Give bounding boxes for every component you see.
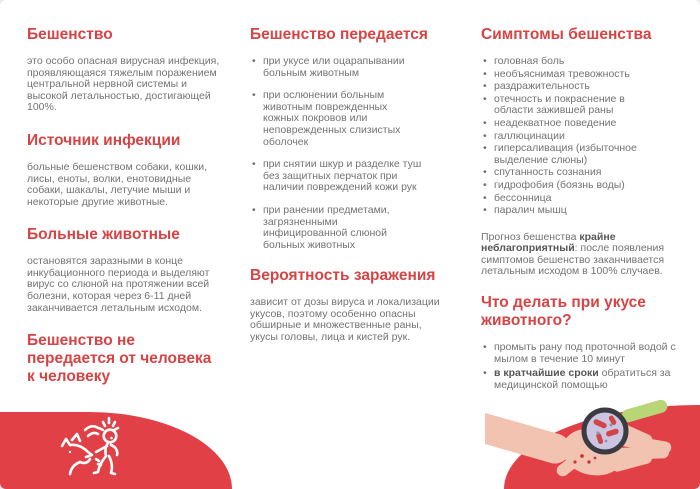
dog-bite-icon <box>55 415 147 485</box>
symptoms-list <box>481 56 683 217</box>
text-segment: крайне неблагоприятный <box>481 230 616 255</box>
text-segment: обратиться за медицинской помощью <box>494 367 671 391</box>
list-item: • отечность и покраснение в области зажившей раны <box>481 94 649 117</box>
paragraph-prognosis <box>481 232 683 278</box>
transmission-list <box>250 56 452 251</box>
text-segment: : после появления симптомов бешенство заканчивается летальным исходом в 100% случаев. <box>481 242 665 278</box>
column-transmission <box>233 0 466 398</box>
paragraph-sick-animals: остановятся заразными в конце инкубационного периода и выделяют вирус со слюной на протяжении всей болезни, которая через 6-11 дней заканчивается летальным исходом. <box>27 255 210 314</box>
actions-list <box>481 342 683 391</box>
list-item: • промыть рану под проточной водой с мылом в течение 10 минут <box>481 342 683 365</box>
list-item: • гидрофобия (боязнь воды) <box>481 180 649 192</box>
heading-transmission: Бешенство передается <box>250 26 428 43</box>
list-item: • галлюцинации <box>481 131 649 143</box>
list-item: • при укусе или оцарапывании больным животным <box>250 56 424 79</box>
list-item: • паралич мышц <box>481 205 649 217</box>
text-segment: в кратчайшие сроки <box>494 367 599 380</box>
heading-symptoms: Симптомы бешенства <box>481 26 652 43</box>
paragraph-infection-source: больные бешенством собаки, кошки, лисы, еноты, волки, енотовидные собаки, шакалы, летучие мыши и некоторые другие животные. <box>27 160 208 208</box>
paragraph-infection-probability: зависит от дозы вируса и локализации укусов, поэтому особенно опасны обширные и множественные раны, укусы головы, лица и кистей рук. <box>250 296 440 344</box>
heading-what-to-do: Что делать при укусе животного? <box>481 294 646 330</box>
heading-rabies: Бешенство <box>27 26 113 43</box>
list-item: • необъяснимая тревожность <box>481 69 649 81</box>
heading-sick-animals: Больные животные <box>27 226 180 244</box>
list-item: • раздражительность <box>481 81 649 93</box>
list-item: • при ослюнении больным животным поврежденных кожных покровов или неповрежденных слизистых оболочек <box>250 90 424 148</box>
list-item: • при ранении предметами, загрязненными инфицированной слюной больных животных <box>250 205 424 251</box>
column-overview <box>0 0 233 398</box>
magnifier-hand-illustration <box>485 386 700 489</box>
text-segment: Прогноз бешенства <box>481 230 580 243</box>
list-item: • бессонница <box>481 193 649 205</box>
list-item: • гиперсаливация (избыточное выделение слюны) <box>481 143 649 166</box>
paragraph-rabies-definition: это особо опасная вирусная инфекция, проявляющаяся тяжелым поражением центральной нервной системы и высокой летальностью, достигающей 100%. <box>27 54 220 114</box>
heading-infection-source: Источник инфекции <box>27 131 181 149</box>
list-item: • головная боль <box>481 56 649 68</box>
heading-not-human-to-human: Бешенство не передается от человека к человеку <box>27 332 212 386</box>
heading-infection-probability: Вероятность заражения <box>250 267 436 285</box>
column-symptoms <box>466 0 700 398</box>
list-item: • неадекватное поведение <box>481 118 649 130</box>
list-item: • при снятии шкур и разделке туш без защитных перчаток при наличии повреждений кожи рук <box>250 159 424 194</box>
list-item: • спутанность сознания <box>481 167 649 179</box>
